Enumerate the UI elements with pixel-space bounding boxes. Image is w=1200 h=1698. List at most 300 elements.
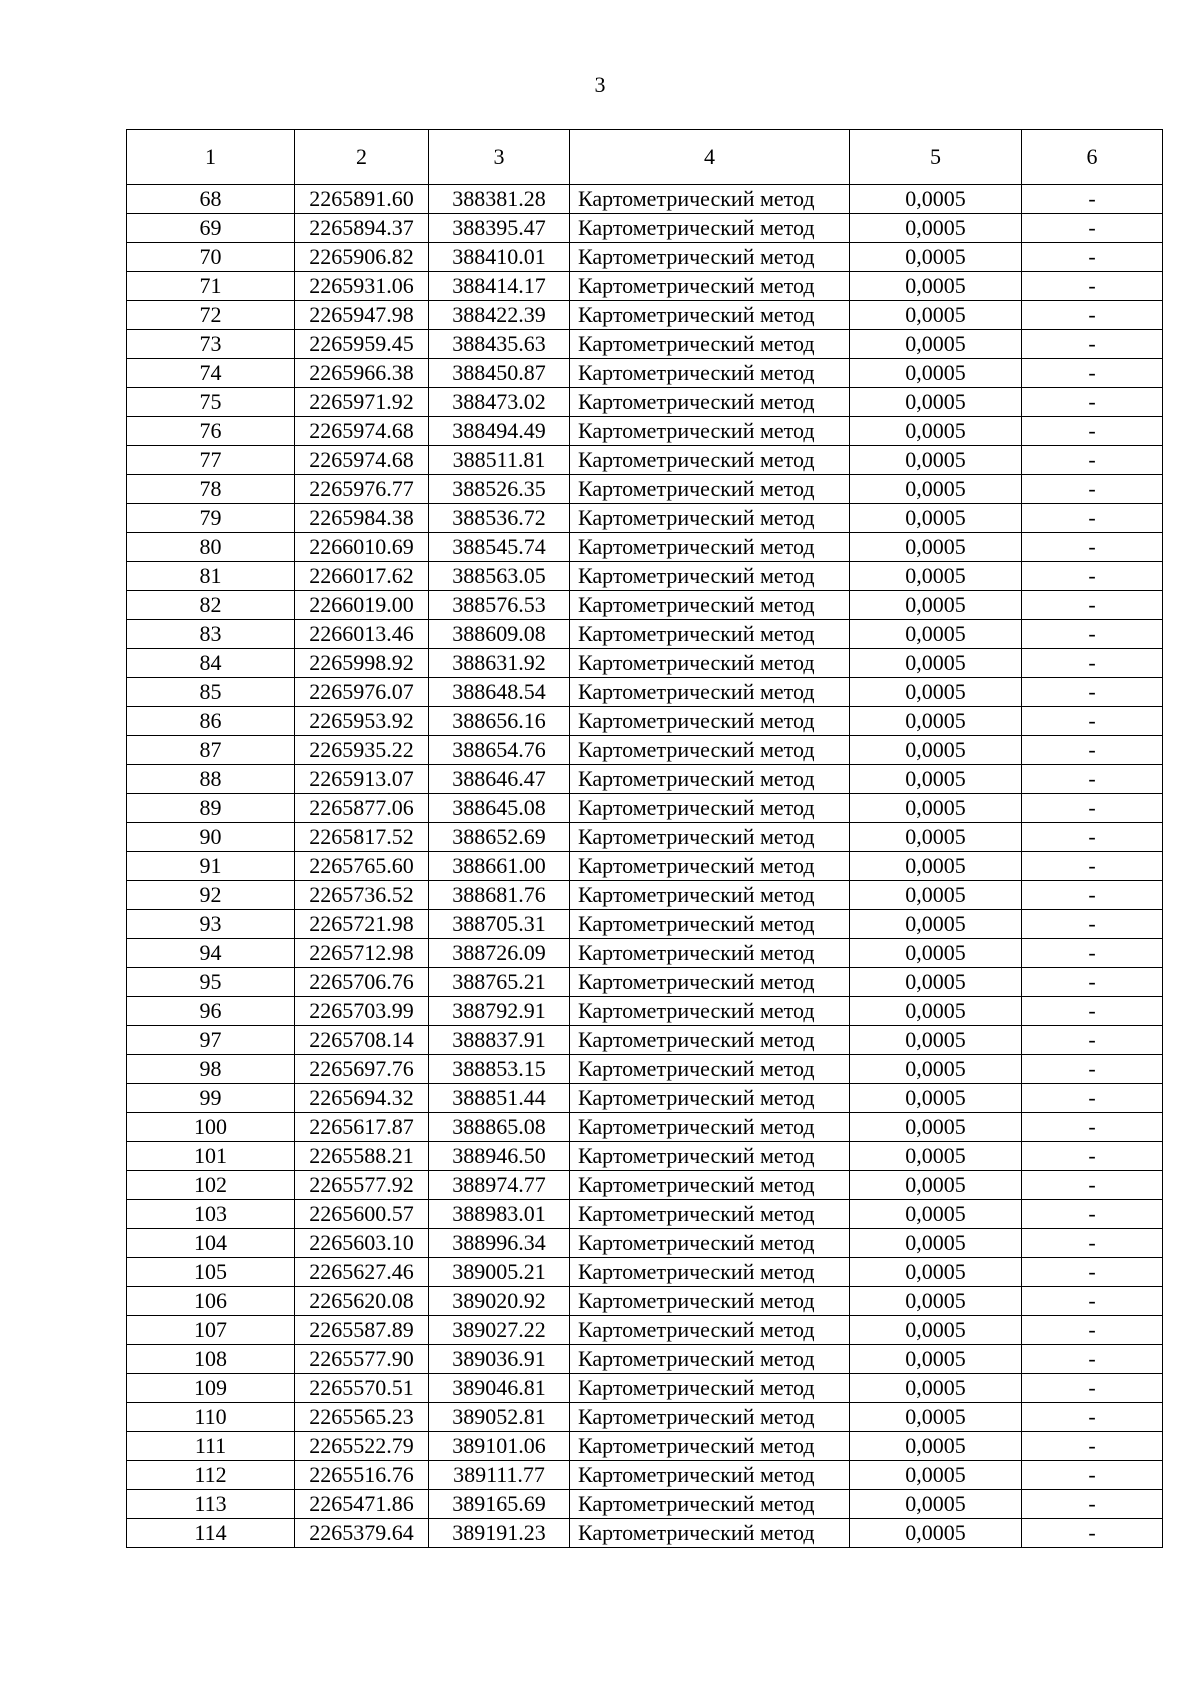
y-coordinate-cell: 388983.01 [429, 1200, 570, 1229]
accuracy-cell: 0,0005 [850, 1142, 1022, 1171]
x-coordinate-cell: 2265570.51 [295, 1374, 429, 1403]
table-row [127, 997, 1163, 1026]
note-cell: - [1022, 330, 1163, 359]
x-coordinate-cell: 2265971.92 [295, 388, 429, 417]
table-row [127, 1055, 1163, 1084]
x-coordinate-cell: 2265708.14 [295, 1026, 429, 1055]
x-coordinate-cell: 2266010.69 [295, 533, 429, 562]
table-row [127, 1084, 1163, 1113]
accuracy-cell: 0,0005 [850, 504, 1022, 533]
y-coordinate-cell: 389165.69 [429, 1490, 570, 1519]
accuracy-cell: 0,0005 [850, 214, 1022, 243]
note-cell: - [1022, 649, 1163, 678]
y-coordinate-cell: 388837.91 [429, 1026, 570, 1055]
point-number-cell: 69 [127, 214, 295, 243]
x-coordinate-cell: 2265577.90 [295, 1345, 429, 1374]
accuracy-cell: 0,0005 [850, 649, 1022, 678]
y-coordinate-cell: 388652.69 [429, 823, 570, 852]
method-cell: Картометрический метод [570, 1374, 850, 1403]
point-number-cell: 90 [127, 823, 295, 852]
table-row [127, 301, 1163, 330]
x-coordinate-cell: 2265697.76 [295, 1055, 429, 1084]
note-cell: - [1022, 823, 1163, 852]
y-coordinate-cell: 388681.76 [429, 881, 570, 910]
method-cell: Картометрический метод [570, 243, 850, 272]
y-coordinate-cell: 389005.21 [429, 1258, 570, 1287]
x-coordinate-cell: 2265694.32 [295, 1084, 429, 1113]
method-cell: Картометрический метод [570, 852, 850, 881]
method-cell: Картометрический метод [570, 1345, 850, 1374]
method-cell: Картометрический метод [570, 881, 850, 910]
point-number-cell: 100 [127, 1113, 295, 1142]
table-row [127, 678, 1163, 707]
accuracy-cell: 0,0005 [850, 562, 1022, 591]
accuracy-cell: 0,0005 [850, 707, 1022, 736]
note-cell: - [1022, 939, 1163, 968]
y-coordinate-cell: 388974.77 [429, 1171, 570, 1200]
method-cell: Картометрический метод [570, 1026, 850, 1055]
x-coordinate-cell: 2266019.00 [295, 591, 429, 620]
table-row [127, 1113, 1163, 1142]
accuracy-cell: 0,0005 [850, 1345, 1022, 1374]
x-coordinate-cell: 2265765.60 [295, 852, 429, 881]
table-row [127, 475, 1163, 504]
note-cell: - [1022, 794, 1163, 823]
method-cell: Картометрический метод [570, 1142, 850, 1171]
note-cell: - [1022, 185, 1163, 214]
note-cell: - [1022, 1229, 1163, 1258]
method-cell: Картометрический метод [570, 678, 850, 707]
accuracy-cell: 0,0005 [850, 1055, 1022, 1084]
y-coordinate-cell: 388435.63 [429, 330, 570, 359]
x-coordinate-cell: 2265600.57 [295, 1200, 429, 1229]
table-body [127, 185, 1163, 1548]
method-cell: Картометрический метод [570, 562, 850, 591]
accuracy-cell: 0,0005 [850, 852, 1022, 881]
method-cell: Картометрический метод [570, 649, 850, 678]
x-coordinate-cell: 2265703.99 [295, 997, 429, 1026]
point-number-cell: 76 [127, 417, 295, 446]
method-cell: Картометрический метод [570, 533, 850, 562]
point-number-cell: 98 [127, 1055, 295, 1084]
note-cell: - [1022, 620, 1163, 649]
y-coordinate-cell: 388792.91 [429, 997, 570, 1026]
point-number-cell: 113 [127, 1490, 295, 1519]
accuracy-cell: 0,0005 [850, 620, 1022, 649]
table-row [127, 1345, 1163, 1374]
note-cell: - [1022, 1258, 1163, 1287]
table-row [127, 1142, 1163, 1171]
point-number-cell: 79 [127, 504, 295, 533]
y-coordinate-cell: 388511.81 [429, 446, 570, 475]
x-coordinate-cell: 2265906.82 [295, 243, 429, 272]
note-cell: - [1022, 1403, 1163, 1432]
y-coordinate-cell: 388473.02 [429, 388, 570, 417]
accuracy-cell: 0,0005 [850, 765, 1022, 794]
table-row [127, 649, 1163, 678]
accuracy-cell: 0,0005 [850, 1316, 1022, 1345]
method-cell: Картометрический метод [570, 707, 850, 736]
method-cell: Картометрический метод [570, 417, 850, 446]
note-cell: - [1022, 359, 1163, 388]
y-coordinate-cell: 388705.31 [429, 910, 570, 939]
note-cell: - [1022, 1432, 1163, 1461]
note-cell: - [1022, 1461, 1163, 1490]
point-number-cell: 82 [127, 591, 295, 620]
x-coordinate-cell: 2265588.21 [295, 1142, 429, 1171]
x-coordinate-cell: 2265931.06 [295, 272, 429, 301]
note-cell: - [1022, 1142, 1163, 1171]
accuracy-cell: 0,0005 [850, 272, 1022, 301]
table-row [127, 1026, 1163, 1055]
method-cell: Картометрический метод [570, 1403, 850, 1432]
x-coordinate-cell: 2265976.07 [295, 678, 429, 707]
table-header [127, 130, 1163, 185]
method-cell: Картометрический метод [570, 823, 850, 852]
point-number-cell: 111 [127, 1432, 295, 1461]
method-cell: Картометрический метод [570, 591, 850, 620]
accuracy-cell: 0,0005 [850, 1200, 1022, 1229]
x-coordinate-cell: 2265966.38 [295, 359, 429, 388]
note-cell: - [1022, 504, 1163, 533]
note-cell: - [1022, 1519, 1163, 1548]
note-cell: - [1022, 446, 1163, 475]
note-cell: - [1022, 910, 1163, 939]
y-coordinate-cell: 388996.34 [429, 1229, 570, 1258]
x-coordinate-cell: 2265587.89 [295, 1316, 429, 1345]
y-coordinate-cell: 388851.44 [429, 1084, 570, 1113]
x-coordinate-cell: 2265935.22 [295, 736, 429, 765]
x-coordinate-cell: 2265817.52 [295, 823, 429, 852]
point-number-cell: 114 [127, 1519, 295, 1548]
table-row [127, 1287, 1163, 1316]
y-coordinate-cell: 388414.17 [429, 272, 570, 301]
note-cell: - [1022, 301, 1163, 330]
y-coordinate-cell: 388545.74 [429, 533, 570, 562]
accuracy-cell: 0,0005 [850, 910, 1022, 939]
y-coordinate-cell: 388410.01 [429, 243, 570, 272]
accuracy-cell: 0,0005 [850, 475, 1022, 504]
accuracy-cell: 0,0005 [850, 1287, 1022, 1316]
accuracy-cell: 0,0005 [850, 968, 1022, 997]
y-coordinate-cell: 389036.91 [429, 1345, 570, 1374]
y-coordinate-cell: 388645.08 [429, 794, 570, 823]
point-number-cell: 83 [127, 620, 295, 649]
x-coordinate-cell: 2265516.76 [295, 1461, 429, 1490]
accuracy-cell: 0,0005 [850, 243, 1022, 272]
x-coordinate-cell: 2265984.38 [295, 504, 429, 533]
table-row [127, 533, 1163, 562]
x-coordinate-cell: 2265894.37 [295, 214, 429, 243]
point-number-cell: 108 [127, 1345, 295, 1374]
table-row [127, 1519, 1163, 1548]
accuracy-cell: 0,0005 [850, 1229, 1022, 1258]
method-cell: Картометрический метод [570, 968, 850, 997]
accuracy-cell: 0,0005 [850, 1171, 1022, 1200]
point-number-cell: 87 [127, 736, 295, 765]
note-cell: - [1022, 736, 1163, 765]
note-cell: - [1022, 1374, 1163, 1403]
note-cell: - [1022, 852, 1163, 881]
point-number-cell: 99 [127, 1084, 295, 1113]
method-cell: Картометрический метод [570, 939, 850, 968]
method-cell: Картометрический метод [570, 1287, 850, 1316]
accuracy-cell: 0,0005 [850, 1490, 1022, 1519]
x-coordinate-cell: 2265565.23 [295, 1403, 429, 1432]
x-coordinate-cell: 2265522.79 [295, 1432, 429, 1461]
table-row [127, 330, 1163, 359]
y-coordinate-cell: 388609.08 [429, 620, 570, 649]
method-cell: Картометрический метод [570, 214, 850, 243]
point-number-cell: 94 [127, 939, 295, 968]
header-cell-6: 6 [1022, 130, 1163, 185]
point-number-cell: 81 [127, 562, 295, 591]
x-coordinate-cell: 2265620.08 [295, 1287, 429, 1316]
table-row [127, 620, 1163, 649]
note-cell: - [1022, 707, 1163, 736]
method-cell: Картометрический метод [570, 1490, 850, 1519]
point-number-cell: 104 [127, 1229, 295, 1258]
table-row [127, 562, 1163, 591]
x-coordinate-cell: 2265627.46 [295, 1258, 429, 1287]
y-coordinate-cell: 389191.23 [429, 1519, 570, 1548]
table-row [127, 707, 1163, 736]
y-coordinate-cell: 388536.72 [429, 504, 570, 533]
table-row [127, 881, 1163, 910]
note-cell: - [1022, 765, 1163, 794]
y-coordinate-cell: 388422.39 [429, 301, 570, 330]
point-number-cell: 71 [127, 272, 295, 301]
y-coordinate-cell: 389046.81 [429, 1374, 570, 1403]
accuracy-cell: 0,0005 [850, 359, 1022, 388]
y-coordinate-cell: 389020.92 [429, 1287, 570, 1316]
table-row [127, 910, 1163, 939]
table-row [127, 272, 1163, 301]
x-coordinate-cell: 2265471.86 [295, 1490, 429, 1519]
point-number-cell: 84 [127, 649, 295, 678]
method-cell: Картометрический метод [570, 1055, 850, 1084]
y-coordinate-cell: 388661.00 [429, 852, 570, 881]
method-cell: Картометрический метод [570, 1316, 850, 1345]
accuracy-cell: 0,0005 [850, 736, 1022, 765]
y-coordinate-cell: 388765.21 [429, 968, 570, 997]
table-row [127, 417, 1163, 446]
table-row [127, 1229, 1163, 1258]
point-number-cell: 102 [127, 1171, 295, 1200]
accuracy-cell: 0,0005 [850, 1432, 1022, 1461]
note-cell: - [1022, 1345, 1163, 1374]
table-row [127, 1374, 1163, 1403]
note-cell: - [1022, 272, 1163, 301]
point-number-cell: 80 [127, 533, 295, 562]
coordinates-table [126, 129, 1163, 1548]
x-coordinate-cell: 2265712.98 [295, 939, 429, 968]
y-coordinate-cell: 388656.16 [429, 707, 570, 736]
x-coordinate-cell: 2265976.77 [295, 475, 429, 504]
header-cell-4: 4 [570, 130, 850, 185]
note-cell: - [1022, 1113, 1163, 1142]
note-cell: - [1022, 968, 1163, 997]
point-number-cell: 77 [127, 446, 295, 475]
method-cell: Картометрический метод [570, 1461, 850, 1490]
x-coordinate-cell: 2266017.62 [295, 562, 429, 591]
x-coordinate-cell: 2265953.92 [295, 707, 429, 736]
accuracy-cell: 0,0005 [850, 1461, 1022, 1490]
method-cell: Картометрический метод [570, 910, 850, 939]
x-coordinate-cell: 2265913.07 [295, 765, 429, 794]
x-coordinate-cell: 2265379.64 [295, 1519, 429, 1548]
point-number-cell: 86 [127, 707, 295, 736]
point-number-cell: 103 [127, 1200, 295, 1229]
accuracy-cell: 0,0005 [850, 1258, 1022, 1287]
point-number-cell: 107 [127, 1316, 295, 1345]
point-number-cell: 101 [127, 1142, 295, 1171]
note-cell: - [1022, 997, 1163, 1026]
accuracy-cell: 0,0005 [850, 1519, 1022, 1548]
x-coordinate-cell: 2265974.68 [295, 446, 429, 475]
table-row [127, 1200, 1163, 1229]
point-number-cell: 91 [127, 852, 295, 881]
y-coordinate-cell: 388865.08 [429, 1113, 570, 1142]
accuracy-cell: 0,0005 [850, 1403, 1022, 1432]
method-cell: Картометрический метод [570, 1200, 850, 1229]
point-number-cell: 92 [127, 881, 295, 910]
method-cell: Картометрический метод [570, 765, 850, 794]
note-cell: - [1022, 562, 1163, 591]
y-coordinate-cell: 388853.15 [429, 1055, 570, 1084]
y-coordinate-cell: 388646.47 [429, 765, 570, 794]
table-row [127, 1258, 1163, 1287]
table-row [127, 823, 1163, 852]
x-coordinate-cell: 2265959.45 [295, 330, 429, 359]
y-coordinate-cell: 388648.54 [429, 678, 570, 707]
table-row [127, 185, 1163, 214]
table-row [127, 243, 1163, 272]
table-row [127, 968, 1163, 997]
point-number-cell: 75 [127, 388, 295, 417]
y-coordinate-cell: 388526.35 [429, 475, 570, 504]
point-number-cell: 109 [127, 1374, 295, 1403]
point-number-cell: 96 [127, 997, 295, 1026]
table-row [127, 591, 1163, 620]
accuracy-cell: 0,0005 [850, 591, 1022, 620]
method-cell: Картометрический метод [570, 330, 850, 359]
x-coordinate-cell: 2265706.76 [295, 968, 429, 997]
table-row [127, 504, 1163, 533]
note-cell: - [1022, 214, 1163, 243]
method-cell: Картометрический метод [570, 1432, 850, 1461]
note-cell: - [1022, 1200, 1163, 1229]
y-coordinate-cell: 388576.53 [429, 591, 570, 620]
point-number-cell: 74 [127, 359, 295, 388]
table-row [127, 939, 1163, 968]
note-cell: - [1022, 1084, 1163, 1113]
x-coordinate-cell: 2265877.06 [295, 794, 429, 823]
point-number-cell: 105 [127, 1258, 295, 1287]
accuracy-cell: 0,0005 [850, 678, 1022, 707]
table-row [127, 794, 1163, 823]
method-cell: Картометрический метод [570, 301, 850, 330]
table-row [127, 1432, 1163, 1461]
accuracy-cell: 0,0005 [850, 997, 1022, 1026]
table-row [127, 214, 1163, 243]
accuracy-cell: 0,0005 [850, 533, 1022, 562]
y-coordinate-cell: 388494.49 [429, 417, 570, 446]
method-cell: Картометрический метод [570, 475, 850, 504]
header-cell-5: 5 [850, 130, 1022, 185]
accuracy-cell: 0,0005 [850, 1026, 1022, 1055]
method-cell: Картометрический метод [570, 1113, 850, 1142]
method-cell: Картометрический метод [570, 388, 850, 417]
point-number-cell: 70 [127, 243, 295, 272]
table-row [127, 1461, 1163, 1490]
y-coordinate-cell: 388726.09 [429, 939, 570, 968]
note-cell: - [1022, 1490, 1163, 1519]
method-cell: Картометрический метод [570, 620, 850, 649]
x-coordinate-cell: 2265577.92 [295, 1171, 429, 1200]
note-cell: - [1022, 1171, 1163, 1200]
method-cell: Картометрический метод [570, 359, 850, 388]
y-coordinate-cell: 388381.28 [429, 185, 570, 214]
table-row [127, 852, 1163, 881]
x-coordinate-cell: 2265617.87 [295, 1113, 429, 1142]
x-coordinate-cell: 2265891.60 [295, 185, 429, 214]
table-row [127, 765, 1163, 794]
y-coordinate-cell: 388395.47 [429, 214, 570, 243]
point-number-cell: 97 [127, 1026, 295, 1055]
table-row [127, 736, 1163, 765]
table-row [127, 388, 1163, 417]
point-number-cell: 68 [127, 185, 295, 214]
method-cell: Картометрический метод [570, 736, 850, 765]
y-coordinate-cell: 389027.22 [429, 1316, 570, 1345]
table-row [127, 359, 1163, 388]
accuracy-cell: 0,0005 [850, 939, 1022, 968]
method-cell: Картометрический метод [570, 794, 850, 823]
y-coordinate-cell: 388946.50 [429, 1142, 570, 1171]
table-row [127, 446, 1163, 475]
accuracy-cell: 0,0005 [850, 1113, 1022, 1142]
method-cell: Картометрический метод [570, 1258, 850, 1287]
table-row [127, 1403, 1163, 1432]
x-coordinate-cell: 2265974.68 [295, 417, 429, 446]
note-cell: - [1022, 1287, 1163, 1316]
accuracy-cell: 0,0005 [850, 1374, 1022, 1403]
y-coordinate-cell: 389111.77 [429, 1461, 570, 1490]
method-cell: Картометрический метод [570, 504, 850, 533]
note-cell: - [1022, 1026, 1163, 1055]
x-coordinate-cell: 2265603.10 [295, 1229, 429, 1258]
table-row [127, 1171, 1163, 1200]
x-coordinate-cell: 2265947.98 [295, 301, 429, 330]
y-coordinate-cell: 388631.92 [429, 649, 570, 678]
point-number-cell: 110 [127, 1403, 295, 1432]
x-coordinate-cell: 2265736.52 [295, 881, 429, 910]
header-cell-3: 3 [429, 130, 570, 185]
note-cell: - [1022, 881, 1163, 910]
accuracy-cell: 0,0005 [850, 388, 1022, 417]
accuracy-cell: 0,0005 [850, 301, 1022, 330]
y-coordinate-cell: 389101.06 [429, 1432, 570, 1461]
page-number: 3 [594, 72, 606, 97]
method-cell: Картометрический метод [570, 997, 850, 1026]
method-cell: Картометрический метод [570, 1519, 850, 1548]
note-cell: - [1022, 533, 1163, 562]
note-cell: - [1022, 678, 1163, 707]
x-coordinate-cell: 2265721.98 [295, 910, 429, 939]
point-number-cell: 72 [127, 301, 295, 330]
method-cell: Картометрический метод [570, 185, 850, 214]
